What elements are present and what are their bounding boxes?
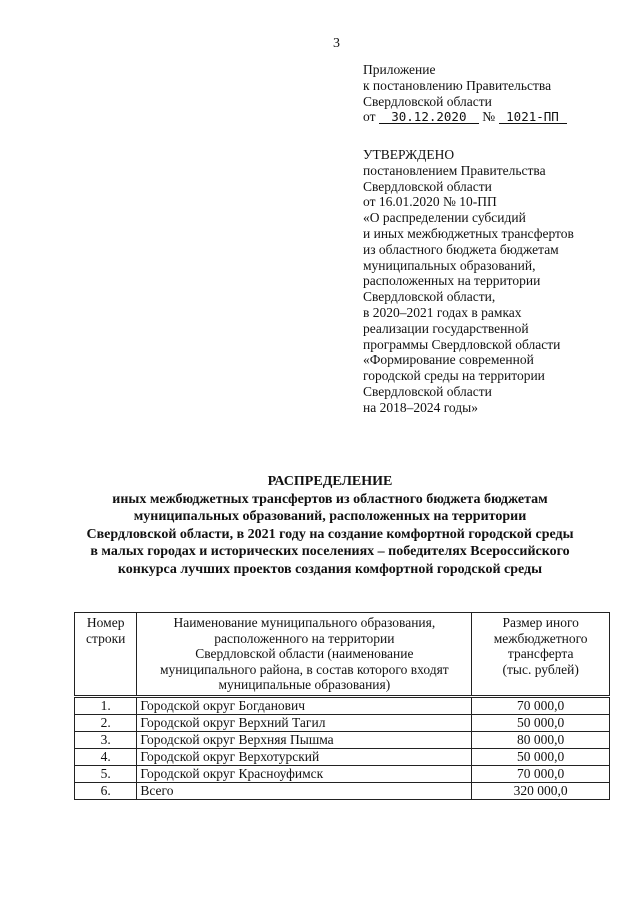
approved-line: городской среды на территории	[363, 368, 545, 384]
approved-line: Свердловской области	[363, 383, 492, 399]
header-text-line: расположенного на территории	[214, 630, 395, 646]
municipality-name-cell: Всего	[137, 782, 472, 799]
transfer-amount-cell: 50 000,0	[472, 748, 610, 765]
header-row-number	[75, 613, 137, 697]
table-row	[75, 765, 610, 782]
appendix-line: к постановлению Правительства	[363, 77, 552, 93]
approved-line: Свердловской области,	[363, 289, 496, 305]
row-number-cell: 5.	[75, 765, 137, 782]
approved-line: реализации государственной	[363, 320, 529, 336]
title-line: конкурса лучших проектов создания комфортной городской среды	[117, 561, 543, 577]
approved-line: «О распределении субсидий	[363, 210, 526, 226]
document-title	[60, 473, 600, 578]
appendix-line: Свердловской области	[363, 93, 492, 109]
approved-line: и иных межбюджетных трансфертов	[363, 225, 574, 241]
transfer-amount-cell: 50 000,0	[472, 714, 610, 731]
municipality-name-cell: Городской округ Богданович	[137, 696, 472, 714]
page-number: 3	[333, 36, 340, 51]
distribution-table	[74, 612, 610, 800]
appendix-date-line	[363, 109, 567, 125]
row-number-cell: 3.	[75, 731, 137, 748]
appendix-line: Приложение	[363, 62, 436, 77]
row-number-cell: 1.	[75, 696, 137, 714]
transfer-amount-cell: 320 000,0	[472, 782, 610, 799]
municipality-name-cell: Городской округ Верхний Тагил	[137, 714, 472, 731]
title-line: в малых городах и исторических поселениях – победителях Всероссийского	[90, 544, 570, 559]
header-text-line: (тыс. рублей)	[502, 661, 579, 677]
transfer-amount-cell: 70 000,0	[472, 696, 610, 714]
approved-line: постановлением Правительства	[363, 162, 546, 178]
row-number-cell: 6.	[75, 782, 137, 799]
header-text-line: межбюджетного	[493, 630, 588, 646]
municipality-name-cell: Городской округ Верхотурский	[137, 748, 472, 765]
header-municipality-name	[137, 613, 472, 697]
handwritten-date: 30.12.2020	[379, 110, 479, 124]
table-row	[75, 748, 610, 765]
title-heading: РАСПРЕДЕЛЕНИЕ	[267, 474, 393, 489]
header-text-line: Наименование муниципального образования,	[173, 615, 436, 630]
title-line: муниципальных образований, расположенных на территории	[133, 509, 527, 524]
header-text-line: муниципального района, в состав которого входят	[159, 661, 449, 677]
approved-line: от 16.01.2020 № 10-ПП	[363, 194, 497, 210]
header-text-line: трансферта	[507, 646, 574, 661]
table-body	[75, 696, 610, 799]
header-text-line: Номер	[86, 615, 125, 630]
row-number-cell: 4.	[75, 748, 137, 765]
handwritten-number: 1021-ПП	[499, 110, 567, 124]
approved-line: на 2018–2024 годы»	[363, 399, 478, 415]
header-text-line: строки	[86, 630, 126, 646]
header-text-line: муниципальные образования)	[218, 677, 391, 692]
header-transfer-amount	[472, 613, 610, 697]
approved-line: в 2020–2021 годах в рамках	[363, 304, 522, 320]
table-row	[75, 696, 610, 714]
title-line: иных межбюджетных трансфертов из областного бюджета бюджетам	[112, 491, 548, 507]
date-prefix: от	[363, 109, 376, 125]
approved-line: расположенных на территории	[363, 273, 541, 289]
approved-line: УТВЕРЖДЕНО	[363, 147, 455, 162]
approved-line: «Формирование современной	[363, 352, 534, 368]
municipality-name-cell: Городской округ Красноуфимск	[137, 765, 472, 782]
table-header-row	[75, 613, 610, 697]
approved-line: программы Свердловской области	[363, 336, 561, 352]
table-row	[75, 731, 610, 748]
approved-line: муниципальных образований,	[363, 257, 536, 273]
number-sign: №	[482, 109, 496, 125]
table-row	[75, 714, 610, 731]
row-number-cell: 2.	[75, 714, 137, 731]
approved-line: Свердловской области	[363, 178, 492, 194]
municipality-name-cell: Городской округ Верхняя Пышма	[137, 731, 472, 748]
approved-block	[363, 147, 574, 416]
transfer-amount-cell: 70 000,0	[472, 765, 610, 782]
header-text-line: Размер иного	[502, 615, 579, 630]
title-line: Свердловской области, в 2021 году на создание комфортной городской среды	[86, 526, 574, 542]
approved-line: из областного бюджета бюджетам	[363, 241, 559, 257]
table-row	[75, 782, 610, 799]
header-text-line: Свердловской области (наименование	[195, 646, 414, 661]
appendix-block	[363, 62, 567, 125]
transfer-amount-cell: 80 000,0	[472, 731, 610, 748]
